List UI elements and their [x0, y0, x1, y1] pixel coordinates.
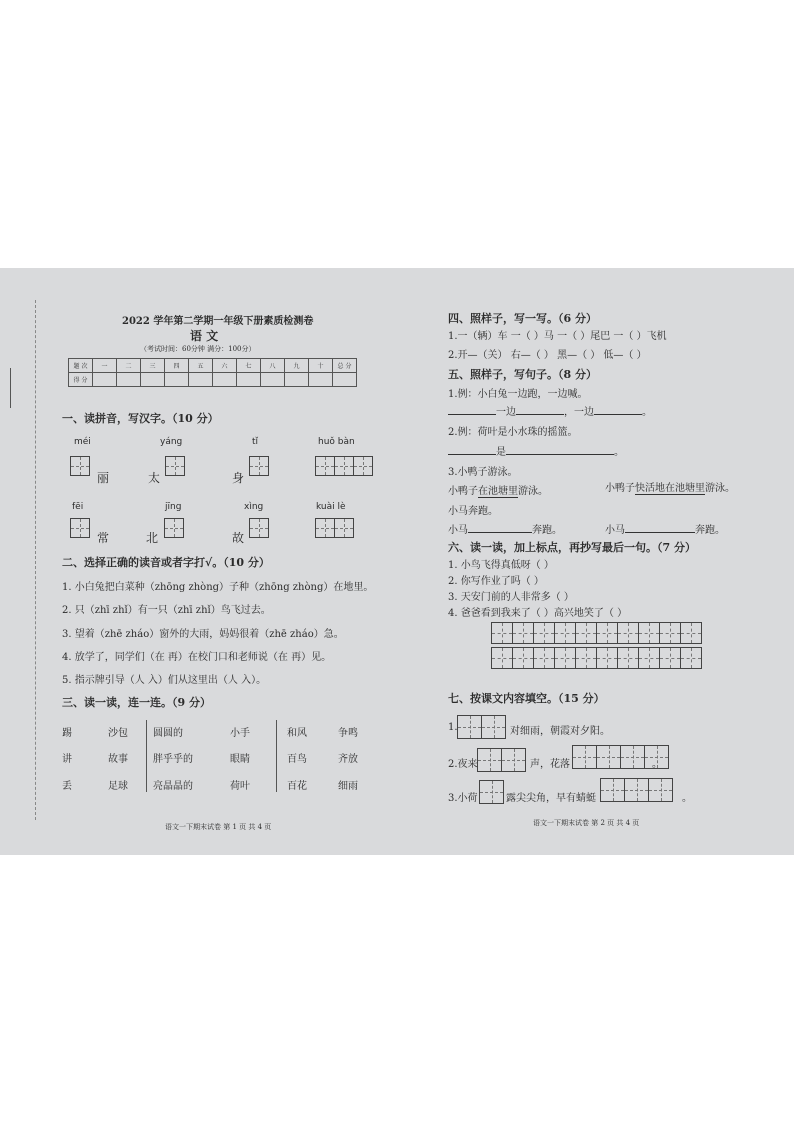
score-header-cell: 六: [213, 359, 237, 373]
example-sentence: 小马奔跑。: [448, 506, 498, 517]
given-char: 丽: [97, 471, 110, 485]
match-word[interactable]: 争鸣: [338, 728, 358, 739]
score-table-score-row: [69, 373, 357, 387]
section-6-heading: 六、读一读，加上标点，再抄写最后一句。（7 分）: [448, 541, 696, 554]
pinyin: xìng: [244, 502, 264, 512]
given-char: 身: [232, 471, 245, 485]
score-header-cell: 一: [93, 359, 117, 373]
match-word[interactable]: 踢: [62, 728, 72, 739]
match-word[interactable]: 故事: [108, 754, 128, 765]
column-divider: [146, 720, 147, 792]
score-header-cell: 二: [117, 359, 141, 373]
given-char: 常: [97, 531, 110, 545]
writing-grid[interactable]: [165, 518, 184, 538]
match-word[interactable]: 亮晶晶的: [153, 781, 193, 792]
fill-text: 。: [652, 759, 662, 770]
match-word[interactable]: 沙包: [108, 728, 128, 739]
writing-grid[interactable]: [316, 518, 354, 538]
score-cell[interactable]: [189, 373, 213, 387]
question-item[interactable]: 2.开—（关） 右—（ ） 黑—（ ） 低—（ ）: [448, 350, 647, 361]
match-word[interactable]: 小手: [230, 728, 250, 739]
section-2-heading: 二、选择正确的读音或者字打√。（10 分）: [62, 556, 270, 569]
writing-grid[interactable]: [166, 456, 185, 476]
score-cell[interactable]: [213, 373, 237, 387]
question-item[interactable]: 3. 望着（zhē zháo）窗外的大雨，妈妈很着（zhē zháo）急。: [62, 629, 344, 640]
question-item[interactable]: 2. 你写作业了吗（ ）: [448, 576, 544, 587]
fill-grid[interactable]: [458, 715, 506, 739]
exam-info: （考试时间：60分钟 满分：100分）: [140, 345, 256, 353]
pinyin: méi: [74, 437, 91, 447]
pinyin: jīng: [165, 502, 182, 512]
example-sentence: 1.例：小白兔一边跑，一边喊。: [448, 389, 588, 400]
score-cell[interactable]: [237, 373, 261, 387]
score-header-cell: 十: [309, 359, 333, 373]
section-5-heading: 五、照样子，写句子。（8 分）: [448, 368, 597, 381]
fill-text: 对细雨，朝霞对夕阳。: [510, 726, 610, 737]
match-word[interactable]: 胖乎乎的: [153, 754, 193, 765]
fill-grid[interactable]: [480, 780, 504, 804]
section-1-heading: 一、读拼音，写汉字。（10 分）: [62, 412, 219, 425]
subject-title: 语 文: [190, 329, 219, 343]
copy-grid-row-1[interactable]: [492, 622, 702, 644]
score-table-header-row: [69, 359, 357, 373]
exam-title: 2022 学年第二学期一年级下册素质检测卷: [122, 316, 314, 327]
score-cell[interactable]: [333, 373, 357, 387]
score-cell[interactable]: [141, 373, 165, 387]
fill-label: 1.: [448, 722, 458, 733]
fill-text: 。: [682, 793, 692, 804]
score-header-cell: 总 分: [333, 359, 357, 373]
question-item[interactable]: 4. 放学了，同学们（在 再）在校门口和老师说（在 再）见。: [62, 652, 332, 663]
column-divider: [276, 720, 277, 792]
pinyin: tǐ: [252, 437, 259, 447]
section-7-heading: 七、按课文内容填空。（15 分）: [448, 692, 605, 705]
score-header-cell: 四: [165, 359, 189, 373]
writing-grid[interactable]: [71, 456, 90, 476]
fill-line[interactable]: 是 。: [448, 443, 624, 458]
match-word[interactable]: 丢: [62, 781, 72, 792]
example-sentence: 2.例：荷叶是小水珠的摇篮。: [448, 427, 578, 438]
pinyin: huǒ bàn: [318, 437, 355, 447]
footer-page-1: 语文一下期末试卷 第 1 页 共 4 页: [165, 823, 272, 831]
score-header-cell: 三: [141, 359, 165, 373]
question-item[interactable]: 1.一（辆）车 一（ ）马 一（ ）尾巴 一（ ）飞机: [448, 331, 667, 342]
score-cell[interactable]: [117, 373, 141, 387]
question-item[interactable]: 4. 爸爸看到我来了（ ）高兴地笑了（ ）: [448, 608, 628, 619]
question-item[interactable]: 2. 只（zhī zhǐ）有一只（zhī zhǐ）鸟飞过去。: [62, 605, 271, 616]
writing-grid[interactable]: [250, 456, 269, 476]
match-word[interactable]: 圆圆的: [153, 728, 183, 739]
match-word[interactable]: 和风: [287, 728, 307, 739]
section-4-heading: 四、照样子，写一写。（6 分）: [448, 312, 597, 325]
fill-line[interactable]: 小马 奔跑。: [448, 525, 562, 536]
match-word[interactable]: 讲: [62, 754, 72, 765]
binding-line: [35, 300, 36, 820]
writing-grid[interactable]: [250, 518, 269, 538]
given-char: 北: [146, 531, 159, 545]
score-header-cell: 题 次: [69, 359, 93, 373]
writing-grid[interactable]: [71, 518, 90, 538]
match-word[interactable]: 细雨: [338, 781, 358, 792]
fill-label: 3.小荷: [448, 793, 478, 804]
underlined-phrase: 快活地在池塘里: [635, 479, 705, 495]
score-header-cell: 八: [261, 359, 285, 373]
fill-line[interactable]: 小马 奔跑。: [605, 525, 725, 536]
example-sentence: 小鸭子在池塘里游泳。: [448, 482, 548, 498]
question-item[interactable]: 1. 小鸟飞得真低呀（ ）: [448, 560, 554, 571]
pinyin: kuài lè: [316, 502, 346, 512]
footer-page-2: 语文一下期末试卷 第 2 页 共 4 页: [533, 819, 640, 827]
score-table: [68, 358, 357, 387]
question-item[interactable]: 1. 小白兔把白菜种（zhōng zhòng）子种（zhōng zhòng）在地里。: [62, 582, 374, 593]
pinyin: fēi: [72, 502, 84, 512]
fill-grid[interactable]: [478, 748, 526, 772]
fill-text: 是: [496, 447, 506, 458]
fill-text: ，一边: [564, 407, 594, 418]
score-header-cell: 五: [189, 359, 213, 373]
given-char: 故: [232, 531, 245, 545]
match-word[interactable]: 荷叶: [230, 781, 250, 792]
writing-grid[interactable]: [316, 456, 373, 476]
match-word[interactable]: 百花: [287, 781, 307, 792]
score-cell[interactable]: [93, 373, 117, 387]
example-sentence: 小鸭子快活地在池塘里游泳。: [605, 479, 735, 495]
question-item[interactable]: 5. 指示牌引导（人 入）们从这里出（人 入）。: [62, 675, 267, 686]
score-cell[interactable]: [165, 373, 189, 387]
score-cell[interactable]: [285, 373, 309, 387]
match-word[interactable]: 眼睛: [230, 754, 250, 765]
copy-grid-row-2[interactable]: [492, 647, 702, 669]
fill-label: 2.夜来: [448, 759, 478, 770]
example-sentence: 3.小鸭子游泳。: [448, 467, 518, 478]
fill-line[interactable]: 一边 ，一边 。: [448, 403, 652, 418]
pinyin: yáng: [160, 437, 183, 447]
fill-grid[interactable]: [601, 778, 673, 802]
score-header-cell: 七: [237, 359, 261, 373]
score-header-cell: 九: [285, 359, 309, 373]
fill-text: 一边: [496, 407, 516, 418]
underlined-phrase: 在池塘里: [478, 482, 518, 498]
section-3-heading: 三、读一读，连一连。（9 分）: [62, 696, 211, 709]
question-item[interactable]: 3. 天安门前的人非常多（ ）: [448, 592, 574, 603]
match-word[interactable]: 齐放: [338, 754, 358, 765]
given-char: 太: [148, 471, 161, 485]
fill-text: 声，花落: [530, 759, 570, 770]
score-cell[interactable]: [261, 373, 285, 387]
score-cell[interactable]: [309, 373, 333, 387]
fill-text: 露尖尖角，早有蜻蜓: [506, 793, 596, 804]
score-row-label: 得 分: [69, 373, 93, 387]
binding-mark: [10, 368, 11, 408]
match-word[interactable]: 百鸟: [287, 754, 307, 765]
match-word[interactable]: 足球: [108, 781, 128, 792]
